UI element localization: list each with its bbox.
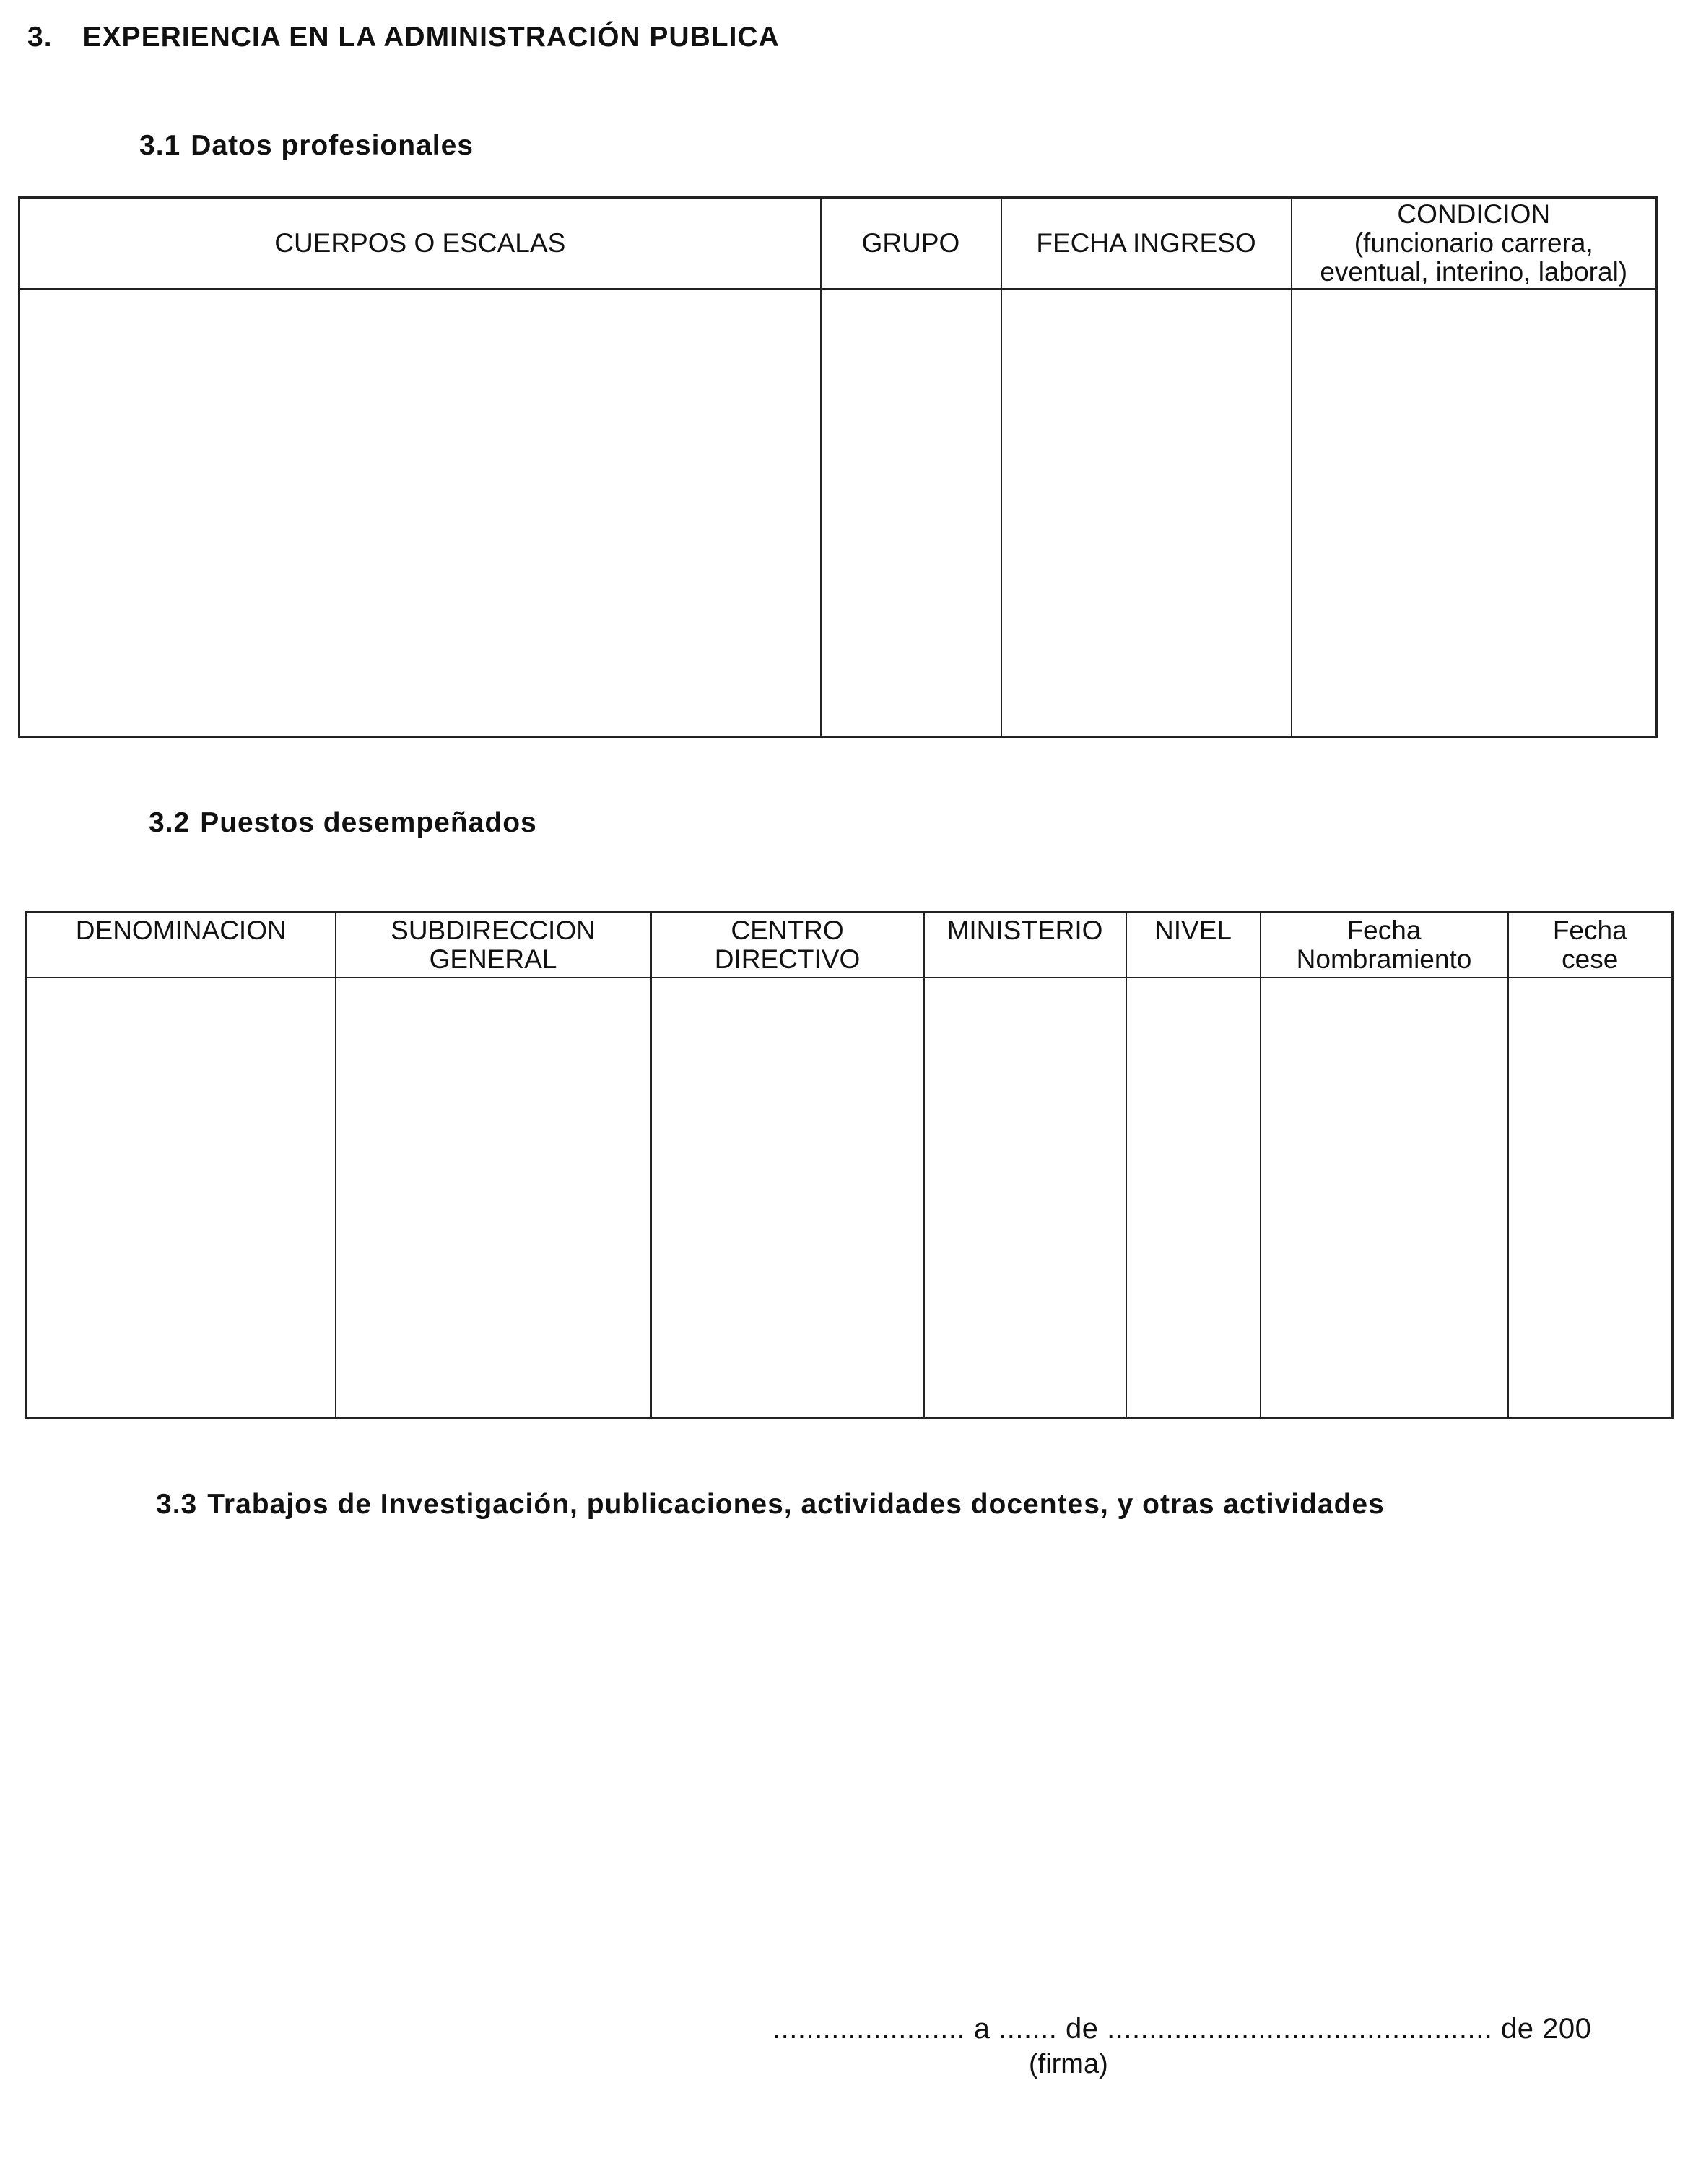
input-cell-denominacion[interactable] [27, 978, 336, 1419]
subsection-datos-profesionales-title [139, 130, 474, 162]
signature-date-line [772, 2013, 1591, 2045]
section-title-text: EXPERIENCIA EN LA ADMINISTRACIÓN PUBLICA [82, 22, 780, 53]
input-cell-ministerio[interactable] [924, 978, 1126, 1419]
column-header-fecha-ingreso: FECHA INGRESO [1001, 198, 1292, 289]
column-header-centro-directivo: CENTRO DIRECTIVO [651, 913, 924, 978]
year-label: de 200 [1501, 2013, 1592, 2045]
input-cell-subdireccion[interactable] [336, 978, 651, 1419]
table-row [27, 978, 1673, 1419]
input-cell-condicion[interactable] [1292, 289, 1657, 737]
month-field[interactable]: .............................................. [1107, 2013, 1493, 2045]
section-number: 3. [27, 22, 53, 53]
trabajos-text-area[interactable] [156, 1531, 1650, 1978]
input-cell-fecha-cese[interactable] [1508, 978, 1673, 1419]
table-header-row [27, 913, 1673, 978]
column-header-ministerio: MINISTERIO [924, 913, 1126, 978]
input-cell-nivel[interactable] [1126, 978, 1261, 1419]
column-header-fecha-nombramiento: Fecha Nombramiento [1261, 913, 1508, 978]
firma-label: (firma) [1029, 2049, 1108, 2079]
subsection-trabajos-title [156, 1489, 1385, 1520]
puestos-desempenados-table [25, 911, 1674, 1419]
subsection-puestos-title [149, 807, 537, 839]
subsection-number: 3.1 [139, 130, 181, 161]
subsection-number: 3.3 [156, 1489, 198, 1520]
a-label: a [973, 2013, 991, 2045]
section-title [27, 22, 780, 53]
de-label: de [1066, 2013, 1099, 2045]
column-header-nivel: NIVEL [1126, 913, 1261, 978]
table-header-row [19, 198, 1657, 289]
column-header-fecha-cese: Fecha cese [1508, 913, 1673, 978]
input-cell-grupo[interactable] [821, 289, 1001, 737]
subsection-title-text: Datos profesionales [191, 130, 474, 161]
day-field[interactable]: ....... [998, 2013, 1058, 2045]
column-header-cuerpos: CUERPOS O ESCALAS [19, 198, 821, 289]
column-header-condicion: CONDICION (funcionario carrera, eventual, interino, laboral) [1292, 198, 1657, 289]
input-cell-fecha-ingreso[interactable] [1001, 289, 1292, 737]
subsection-title-text: Puestos desempeñados [200, 807, 537, 838]
subsection-number: 3.2 [149, 807, 191, 838]
datos-profesionales-table [18, 196, 1658, 738]
subsection-title-text: Trabajos de Investigación, publicaciones, actividades docentes, y otras actividades [207, 1489, 1385, 1520]
column-header-grupo: GRUPO [821, 198, 1001, 289]
place-field[interactable]: ....................... [772, 2013, 966, 2045]
input-cell-centro-directivo[interactable] [651, 978, 924, 1419]
input-cell-cuerpos[interactable] [19, 289, 821, 737]
table-row [19, 289, 1657, 737]
column-header-subdireccion: SUBDIRECCION GENERAL [336, 913, 651, 978]
input-cell-fecha-nombramiento[interactable] [1261, 978, 1508, 1419]
column-header-denominacion: DENOMINACION [27, 913, 336, 978]
